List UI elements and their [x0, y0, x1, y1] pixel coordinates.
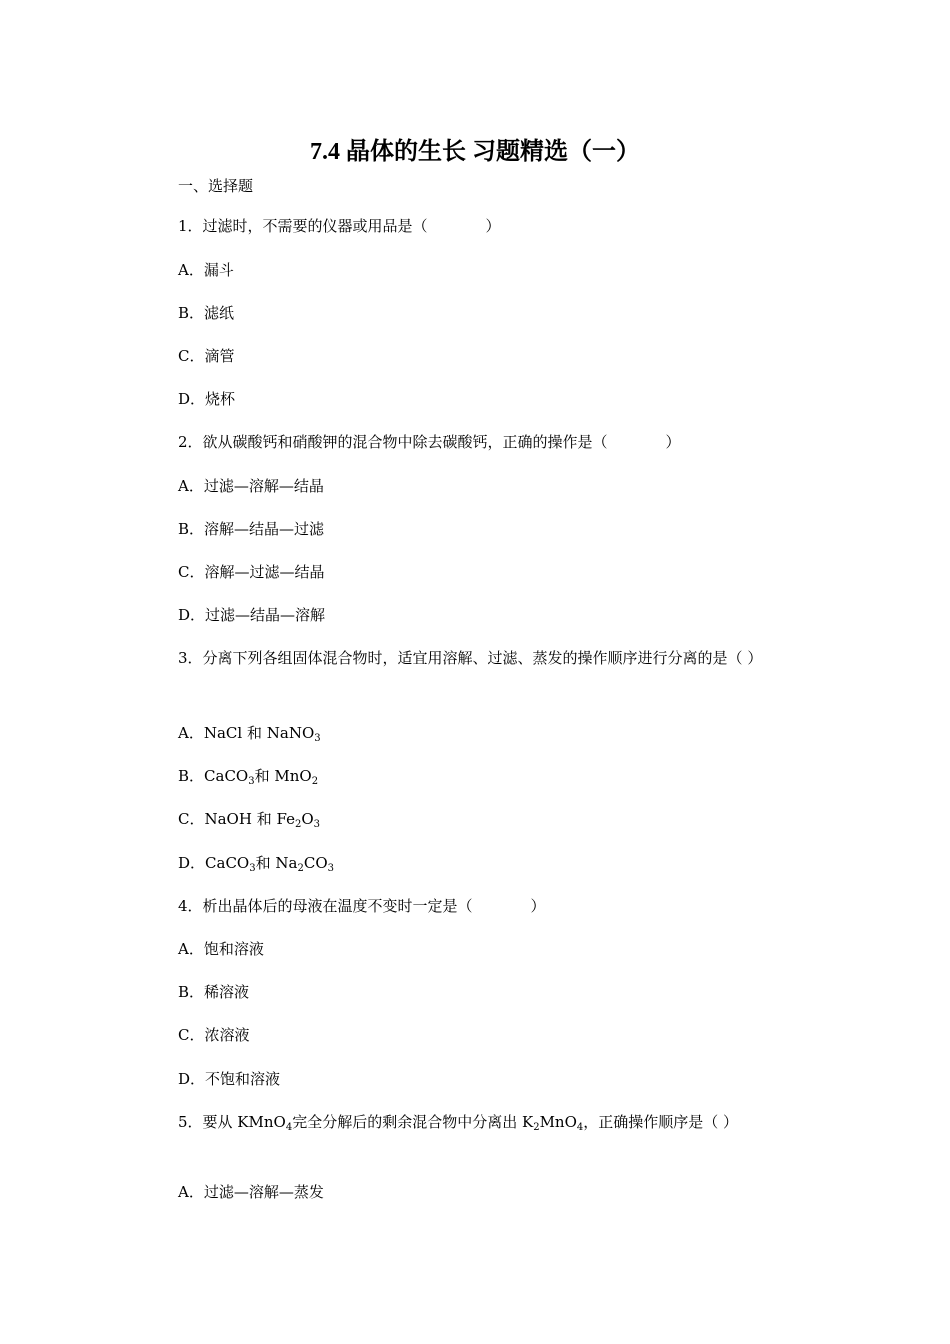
question-1-option-d: D．烧杯: [178, 390, 236, 408]
question-2-stem: 2．欲从碳酸钙和硝酸钾的混合物中除去碳酸钙，正确的操作是（ ）: [178, 433, 681, 451]
question-3-option-b: B．CaCO$_3$和 MnO$_2$: [178, 767, 319, 787]
question-4-option-c: C．浓溶液: [178, 1026, 250, 1044]
question-3-option-a: A．NaCl 和 NaNO$_3$: [178, 724, 321, 744]
question-4-option-d: D．不饱和溶液: [178, 1070, 281, 1088]
question-1-option-a: A．漏斗: [178, 261, 234, 279]
question-1-stem: 1．过滤时，不需要的仪器或用品是（ ）: [178, 217, 501, 235]
question-4-stem: 4．析出晶体后的母液在温度不变时一定是（ ）: [178, 897, 546, 915]
question-1-option-c: C．滴管: [178, 347, 235, 365]
question-5-option-a: A．过滤—溶解—蒸发: [178, 1183, 324, 1201]
section-heading: 一、选择题: [178, 177, 254, 195]
question-1-option-b: B．滤纸: [178, 304, 235, 322]
question-3-stem: 3．分离下列各组固体混合物时，适宜用溶解、过滤、蒸发的操作顺序进行分离的是（ ）: [178, 649, 763, 667]
question-2-option-c: C．溶解—过滤—结晶: [178, 563, 325, 581]
question-2-option-a: A．过滤—溶解—结晶: [178, 477, 324, 495]
question-5-stem: 5．要从 KMnO$_4$完全分解后的剩余混合物中分离出 $K_2MnO_4$，正确操作顺序是（ ）: [178, 1113, 739, 1133]
question-3-option-c: C．NaOH 和 $Fe_2O_3$: [178, 810, 321, 830]
question-4-option-a: A．饱和溶液: [178, 940, 264, 958]
question-4-option-b: B．稀溶液: [178, 983, 250, 1001]
question-2-option-d: D．过滤—结晶—溶解: [178, 606, 326, 624]
page-title: 7.4 晶体的生长 习题精选（一）: [310, 139, 640, 165]
question-2-option-b: B．溶解—结晶—过滤: [178, 520, 325, 538]
question-3-option-d: D．CaCO$_3$和 $Na_2CO_3$: [178, 854, 335, 874]
